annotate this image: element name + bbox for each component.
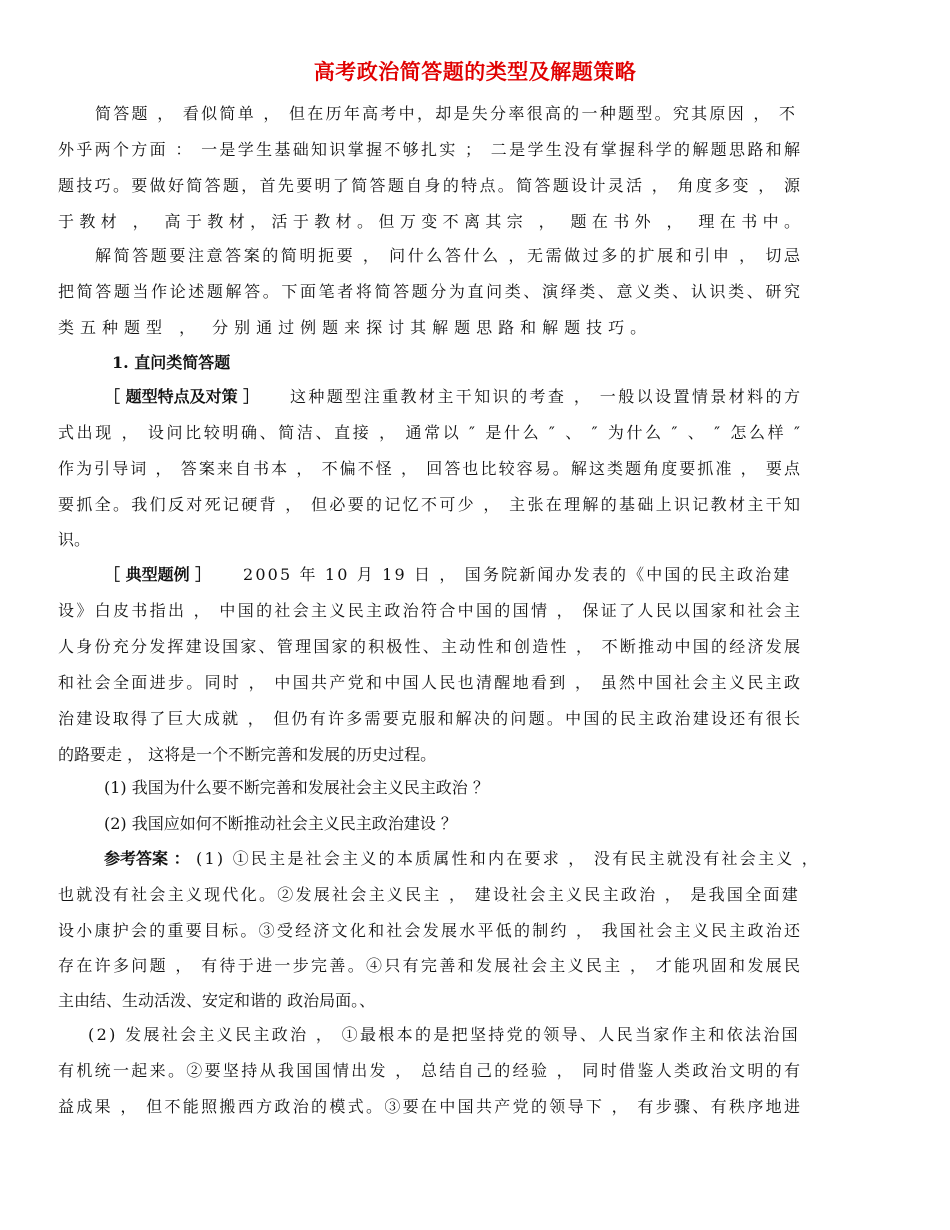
question-1: (1) 我国为什么要不断完善和发展社会主义民主政治 ？ [104, 778, 489, 797]
paragraph-line: 设小康护会的重要目标。③受经济文化和社会发展水平低的制约 ， 我国社会主义民主政治还 [58, 921, 803, 940]
paragraph-line: 治建设取得了巨大成就 ， 但仍有许多需要克服和解决的问题。中国的民主政治建设还有很长 [58, 709, 803, 728]
bracket-label: ［ 题型特点及对策 ］ [104, 387, 260, 406]
paragraph-line: 作为引导词 ， 答案来自书本 ， 不偏不怪 ， 回答也比较容易。解这类题角度要抓准 ， 要点 [58, 459, 803, 478]
paragraph-line: 设》白皮书指出 ， 中国的社会主义民主政治符合中国的国情 ， 保证了人民以国家和社会主 [58, 601, 803, 620]
question-2: (2) 我国应如何不断推动社会主义民主政治建设 ？ [104, 814, 457, 833]
paragraph-line: 主由结、生动活泼、安定和谐的 政治局面。、 [58, 991, 376, 1010]
paragraph-line: 也就没有社会主义现代化。②发展社会主义民主 ， 建设社会主义民主政治 ， 是我国全面建 [58, 885, 800, 904]
paragraph-line: 简答题 ， 看似简单 ， 但在历年高考中，却是失分率很高的一种题型。究其原因 ， 不 [95, 104, 798, 123]
paragraph-line: 和社会全面进步。同时 ， 中国共产党和中国人民也清醒地看到 ， 虽然中国社会主义民主政 [58, 673, 803, 692]
paragraph-line: 识。 [58, 530, 91, 549]
answer-label: 参考答案 ： [104, 849, 190, 868]
paragraph-line: 外乎两个方面 ： 一是学生基础知识掌握不够扎实 ； 二是学生没有掌握科学的解题思路和解 [58, 140, 803, 159]
paragraph-line: 要抓全。我们反对死记硬背 ， 但必要的记忆不可少 ， 主张在理解的基础上识记教材主干知 [58, 495, 803, 514]
paragraph-line: (1) ①民主是社会主义的本质属性和内在要求 ， 没有民主就没有社会主义 ， [196, 849, 820, 868]
paragraph-line: 2005 年 10 月 19 日 ， 国务院新闻办发表的《中国的民主政治建 [243, 565, 792, 584]
paragraph-line: 解简答题要注意答案的简明扼要 ， 问什么答什么 ，无需做过多的扩展和引申 ， 切忌 [95, 246, 803, 265]
page-title: 高考政治简答题的类型及解题策略 [313, 59, 637, 84]
paragraph-line: 把简答题当作论述题解答。下面笔者将简答题分为直问类、演绎类、意义类、认识类、研究 [58, 282, 803, 301]
paragraph-line: (2) 发展社会主义民主政治 ， ①最根本的是把坚持党的领导、人民当家作主和依法治国 [88, 1025, 800, 1044]
paragraph-line: 人身份充分发挥建设国家、管理国家的积极性、主动性和创造性 ， 不断推动中国的经济发展 [58, 637, 803, 656]
paragraph-line: 的路要走 ， 这将是一个不断完善和发展的历史过程。 [58, 745, 437, 764]
paragraph-line: 题技巧。要做好简答题，首先要明了简答题自身的特点。简答题设计灵活 ， 角度多变 ， 源 [58, 176, 803, 195]
bracket-label: ［ 典型题例 ］ [104, 565, 212, 584]
paragraph-line: 这种题型注重教材主干知识的考查 ， 一般以设置情景材料的方 [290, 387, 803, 406]
paragraph-line: 益成果 ， 但不能照搬西方政治的模式。③要在中国共产党的领导下 ， 有步骤、有秩序地进 [58, 1097, 803, 1116]
paragraph-line: 有机统一起来。②要坚持从我国国情出发 ， 总结自己的经验 ， 同时借鉴人类政治文明的有 [58, 1061, 803, 1080]
paragraph-line: 式出现 ， 设问比较明确、简洁、直接 ， 通常以 ″ 是什么 ″ 、 ″ 为什么 ″ 、 ″ 怎么样 ″ [58, 423, 803, 442]
paragraph-line: 存在许多问题 ， 有待于进一步完善。④只有完善和发展社会主义民主 ， 才能巩固和发展民 [58, 956, 803, 975]
section-heading: 1. 直问类简答题 [112, 353, 231, 372]
paragraph-line: 于教材 ， 高于教材，活于教材。但万变不离其宗 ， 题在书外 ， 理在书中。 [58, 212, 806, 231]
paragraph-line: 类五种题型 ， 分别通过例题来探讨其解题思路和解题技巧。 [58, 318, 653, 337]
